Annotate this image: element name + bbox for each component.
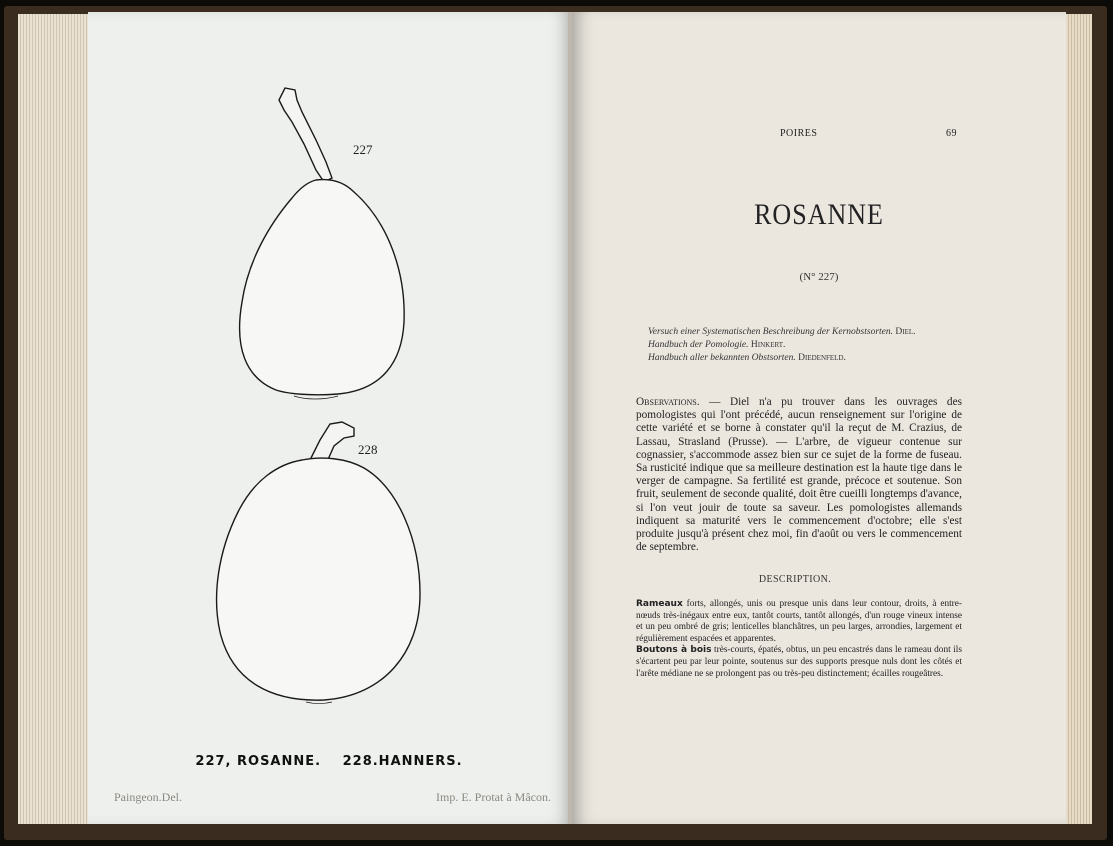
boutons-text: très-courts, épatés, obtus, un peu encastrés dans le rameau dont ils s'écartent peu par leur pointe, soutenus sur des supports presque nuls dont les côtés et l'arête médiane ne se prolongent pas ou très-peu distinctement; écailles rougeâtres. bbox=[636, 645, 962, 679]
caption-hanners: 228.HANNERS. bbox=[342, 754, 463, 769]
bibliographic-references bbox=[648, 326, 968, 365]
pear-illustrations bbox=[88, 12, 570, 824]
figure-number-227: 227 bbox=[353, 142, 373, 157]
description-heading: DESCRIPTION. bbox=[758, 574, 832, 585]
page-number: 69 bbox=[946, 128, 957, 139]
page-title: ROSANNE bbox=[754, 197, 884, 232]
caption-rosanne: 227, ROSANNE. bbox=[195, 754, 322, 769]
reference-line: Handbuch der Pomologie. Hinkert. bbox=[648, 340, 786, 350]
printer-credit: Imp. E. Protat à Mâcon. bbox=[436, 790, 551, 804]
description-body bbox=[636, 599, 962, 680]
boutons-label: Boutons à bois bbox=[636, 645, 712, 656]
right-page-edges bbox=[1066, 14, 1092, 824]
rameaux-text: forts, allongés, unis ou presque unis dans leur contour, droits, à entre-nœuds très-inégaux entre eux, tantôt courts, tantôt allongés, d'un rouge vineux intense et un peu ombré de gris; lenticelles blanchâtres, un peu larges, arrondies, largement et régulièrement espacées et apparentes. bbox=[636, 599, 962, 644]
figure-number-228: 228 bbox=[358, 442, 378, 457]
left-page-edges bbox=[18, 14, 90, 824]
observations-label: Observations. bbox=[636, 396, 700, 408]
right-page-text bbox=[572, 12, 1066, 824]
pear-228-drawing bbox=[217, 422, 420, 704]
reference-line: Versuch einer Systematischen Beschreibung der Kernobstsorten. Diel. bbox=[648, 327, 916, 337]
rameaux-label: Rameaux bbox=[636, 599, 683, 609]
illustrator-credit: Paingeon.Del. bbox=[114, 790, 182, 804]
plate-caption bbox=[88, 754, 570, 769]
variety-number: (N° 227) bbox=[799, 271, 839, 283]
reference-line: Handbuch aller bekannten Obstsorten. Diedenfeld. bbox=[648, 353, 846, 363]
observations-text: — Diel n'a pu trouver dans les ouvrages des pomologistes qui l'ont précédé, aucun renseignement sur l'origine de cette variété et se borne à constater qu'il la reçut de M. Crazius, de Lassau, Strasland (Prusse). — L'arbre, de vigueur contenue sur cognassier, s'accommode assez bien sur ce sujet de la forme de fuseau. Sa rusticité indique que sa meilleure destination est la haute tige dans le verger de campagne. Sa fertilité est grande, précoce et soutenue. Son fruit, seulement de seconde qualité, doit être cueilli longtemps d'avance, si l'on veut jouir de toute sa saveur. Les pomologistes allemands indiquent sa maturité vers le commencement d'octobre; elle s'est produite jusqu'à présent chez moi, fin d'août ou vers le commencement de septembre. bbox=[636, 396, 962, 554]
pear-227-drawing bbox=[240, 88, 405, 399]
left-page-plate bbox=[88, 12, 570, 824]
observations-paragraph bbox=[636, 396, 962, 554]
running-head: POIRES bbox=[780, 128, 818, 139]
